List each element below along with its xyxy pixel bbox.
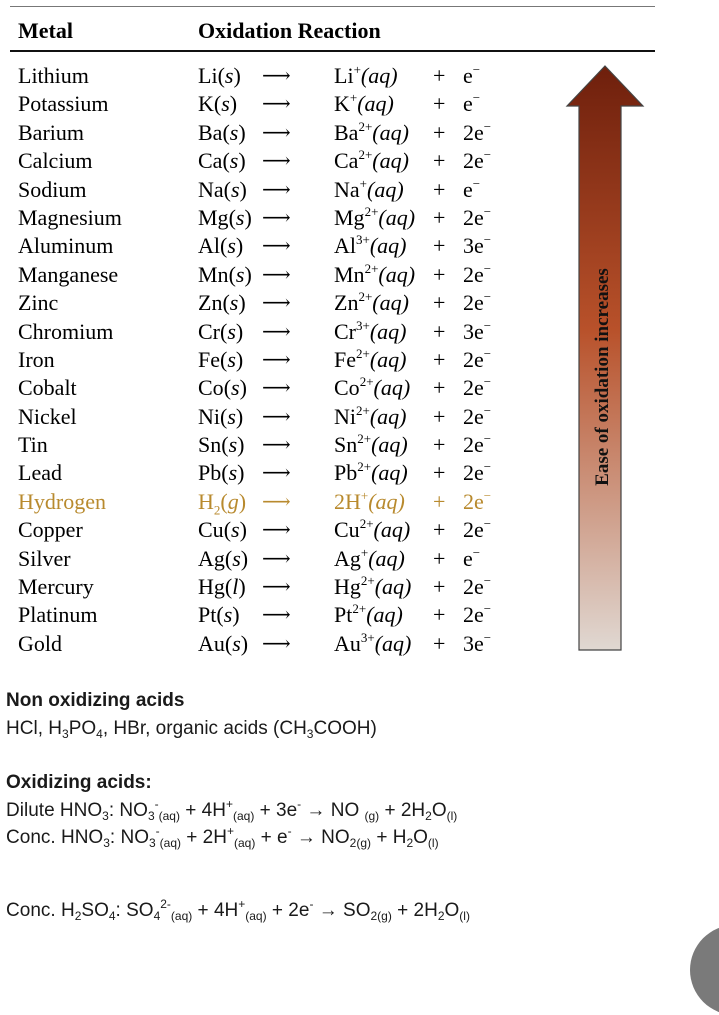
conc-hno3-equation: Conc. $HNO_3$: $NO_3^-_{(aq)} + 2H^+_{(aq)} + e^- \to NO_{2(g)} + H_2O_{(l)}$: [6, 824, 439, 850]
metal-name: Lithium: [18, 63, 89, 88]
electrons: 2e−: [463, 374, 492, 401]
electrons: 2e−: [463, 487, 492, 514]
reactant: $H_2(g)$: [198, 488, 247, 518]
electrons: 2e−: [463, 118, 492, 145]
table-row: [0, 459, 560, 487]
reaction-arrow-icon: ⟶: [262, 65, 291, 87]
metal-name: Hydrogen: [18, 488, 106, 514]
reactant: Li(s): [198, 63, 241, 88]
plus-sign: +: [433, 119, 446, 145]
reaction-arrow-icon: ⟶: [262, 206, 291, 229]
electrons: 2e−: [463, 459, 492, 486]
reactant: Mn(s): [198, 261, 252, 287]
metal-name: Gold: [18, 630, 62, 656]
metal-name: Cobalt: [18, 375, 77, 401]
reactant: Sn(s): [198, 432, 245, 458]
table-row: [0, 176, 560, 204]
metal-name: Barium: [18, 119, 84, 145]
metal-name: Nickel: [18, 403, 77, 429]
product-cation: K+(aq): [334, 90, 394, 117]
reactant: Zn(s): [198, 290, 246, 316]
metal-name: Magnesium: [18, 204, 122, 230]
product-cation: Li+(aq): [334, 62, 398, 88]
reactant: Ag(s): [198, 545, 249, 571]
table-row: [0, 488, 560, 516]
plus-sign: +: [433, 148, 446, 174]
table-row: [0, 261, 560, 289]
reactant: Al(s): [198, 233, 244, 259]
table-row: [0, 90, 560, 118]
reactant: Mg(s): [198, 204, 252, 230]
reaction-arrow-icon: ⟶: [262, 462, 291, 485]
plus-sign: +: [433, 488, 446, 514]
reactant: Na(s): [198, 176, 247, 202]
table-row: [0, 403, 560, 431]
table-row: [0, 601, 560, 629]
table-row: [0, 630, 560, 658]
product-cation: $Au^{3+}(aq)$: [334, 629, 412, 656]
electrons: 2e−: [463, 147, 492, 174]
reactant: Pt(s): [198, 602, 240, 628]
electrons: 2e−: [463, 516, 492, 543]
product-cation: $Cu^{2+}(aq)$: [334, 516, 411, 543]
product-cation: $Pb^{2+}(aq)$: [334, 459, 408, 486]
reactant: Fe(s): [198, 346, 244, 372]
plus-sign: +: [433, 375, 446, 401]
metal-name: Zinc: [18, 290, 59, 316]
table-row: [0, 289, 560, 317]
table-row: [0, 374, 560, 402]
reactant: Pb(s): [198, 460, 245, 486]
reaction-arrow-icon: ⟶: [262, 519, 291, 542]
reaction-arrow-icon: ⟶: [262, 178, 291, 201]
reaction-arrow-icon: ⟶: [262, 150, 291, 173]
reaction-arrow-icon: ⟶: [262, 235, 291, 258]
metal-name: Silver: [18, 545, 71, 571]
header-rule: [10, 50, 655, 52]
product-cation: $Mg^{2+}(aq)$: [334, 203, 416, 230]
table-row: [0, 62, 560, 90]
plus-sign: +: [433, 290, 446, 316]
product-cation: Ag+(aq): [334, 544, 405, 571]
reaction-arrow-icon: ⟶: [262, 632, 291, 655]
electrons: 2e−: [463, 573, 492, 600]
electrons: 2e−: [463, 431, 492, 458]
electrons: e−: [463, 175, 481, 202]
reaction-arrow-icon: ⟶: [262, 547, 291, 570]
reaction-arrow-icon: ⟶: [262, 93, 291, 116]
non-oxidizing-list: HCl, $H_3PO_4$, HBr, organic acids $(CH_3COOH)$: [6, 718, 377, 741]
metal-name: Mercury: [18, 574, 94, 600]
table-row: [0, 147, 560, 175]
reaction-arrow-icon: ⟶: [262, 263, 291, 286]
reactant: Au(s): [198, 630, 249, 656]
product-cation: $Ca^{2+}(aq)$: [334, 147, 409, 174]
electrons: e−: [463, 62, 481, 88]
reactant: Ni(s): [198, 403, 244, 429]
product-cation: $Co^{2+}(aq)$: [334, 374, 411, 401]
reaction-arrow-icon: ⟶: [262, 348, 291, 371]
reaction-arrow-icon: ⟶: [262, 121, 291, 144]
table-row: [0, 232, 560, 260]
table-row: [0, 431, 560, 459]
electrons: 3e−: [463, 232, 492, 259]
plus-sign: +: [433, 204, 446, 230]
reaction-arrow-icon: ⟶: [262, 377, 291, 400]
reactant: Cu(s): [198, 517, 247, 543]
table-row: [0, 346, 560, 374]
plus-sign: +: [433, 517, 446, 543]
product-cation: $Mn^{2+}(aq)$: [334, 260, 416, 287]
product-cation: Na+(aq): [334, 175, 404, 202]
reaction-arrow-icon: ⟶: [262, 604, 291, 627]
plus-sign: +: [433, 403, 446, 429]
electrons: e−: [463, 544, 481, 571]
metal-name: Lead: [18, 460, 62, 486]
reaction-arrow-icon: ⟶: [262, 576, 291, 599]
electrons: 3e−: [463, 317, 492, 344]
reaction-arrow-icon: ⟶: [262, 320, 291, 343]
metal-name: Calcium: [18, 148, 93, 174]
plus-sign: +: [433, 460, 446, 486]
conc-h2so4-equation: Conc. $H_2SO_4$: $SO_4^{2-}_{(aq)} + 4H^+_{(aq)} + 2e^- \to SO_{2(g)} + 2H_2O_{(l)}$: [6, 897, 470, 923]
product-cation: $Fe^{2+}(aq)$: [334, 345, 407, 372]
product-cation: $Zn^{2+}(aq)$: [334, 289, 409, 316]
plus-sign: +: [433, 91, 446, 117]
plus-sign: +: [433, 261, 446, 287]
product-cation: $Sn^{2+}(aq)$: [334, 431, 408, 458]
metal-name: Sodium: [18, 176, 87, 202]
electrons: 2e−: [463, 203, 492, 230]
metal-name: Aluminum: [18, 233, 114, 259]
electrons: 2e−: [463, 260, 492, 287]
table-row: [0, 545, 560, 573]
reaction-arrow-icon: ⟶: [262, 292, 291, 315]
metal-name: Chromium: [18, 318, 114, 344]
product-cation: 2H+(aq): [334, 487, 405, 514]
electrons: e−: [463, 90, 481, 117]
oxidation-column-header: Oxidation Reaction: [198, 18, 381, 43]
metal-name: Platinum: [18, 602, 98, 628]
plus-sign: +: [433, 63, 446, 88]
reaction-arrow-icon: ⟶: [262, 434, 291, 457]
oxidizing-title: Oxidizing acids:: [6, 772, 152, 793]
electrons: 2e−: [463, 601, 492, 628]
electrons: 3e−: [463, 629, 492, 656]
product-cation: $Pt^{2+}(aq)$: [334, 601, 403, 628]
metal-name: Iron: [18, 346, 55, 372]
plus-sign: +: [433, 318, 446, 344]
table-row: [0, 516, 560, 544]
table-row: [0, 119, 560, 147]
product-cation: $Ba^{2+}(aq)$: [334, 118, 409, 145]
product-cation: $Al^{3+}(aq)$: [334, 232, 407, 259]
table-row: [0, 573, 560, 601]
table-row: [0, 318, 560, 346]
product-cation: $Hg^{2+}(aq)$: [334, 573, 412, 600]
reactant: Hg(l): [198, 574, 246, 600]
reaction-arrow-icon: ⟶: [262, 405, 291, 428]
reactant: Ca(s): [198, 148, 246, 174]
metal-name: Copper: [18, 517, 83, 543]
plus-sign: +: [433, 545, 446, 571]
reactant: Cr(s): [198, 318, 244, 344]
reaction-arrow-icon: ⟶: [262, 490, 291, 513]
reactant: K(s): [198, 91, 238, 117]
plus-sign: +: [433, 176, 446, 202]
corner-shape: [690, 925, 719, 1015]
metal-name: Manganese: [18, 261, 119, 287]
reactant: Ba(s): [198, 119, 246, 145]
product-cation: $Cr^{3+}(aq)$: [334, 317, 407, 344]
plus-sign: +: [433, 574, 446, 600]
top-rule: [10, 6, 655, 7]
plus-sign: +: [433, 346, 446, 372]
plus-sign: +: [433, 602, 446, 628]
table-row: [0, 204, 560, 232]
plus-sign: +: [433, 233, 446, 259]
electrons: 2e−: [463, 402, 492, 429]
metal-name: Tin: [18, 432, 48, 458]
plus-sign: +: [433, 432, 446, 458]
dilute-hno3-equation: Dilute $HNO_3$: $NO_3^-_{(aq)} + 4H^+_{(aq)} + 3e^-$ → NO $_{(g)} + 2H_2O_{(l)}$: [6, 797, 458, 823]
electrons: 2e−: [463, 289, 492, 316]
metal-name: Potassium: [18, 91, 109, 117]
non-oxidizing-title: Non oxidizing acids: [6, 690, 185, 711]
plus-sign: +: [433, 630, 446, 656]
metal-column-header: Metal: [18, 18, 73, 43]
product-cation: $Ni^{2+}(aq)$: [334, 402, 407, 429]
electrons: 2e−: [463, 345, 492, 372]
reactant: Co(s): [198, 375, 247, 401]
oxidation-table: [0, 62, 560, 658]
